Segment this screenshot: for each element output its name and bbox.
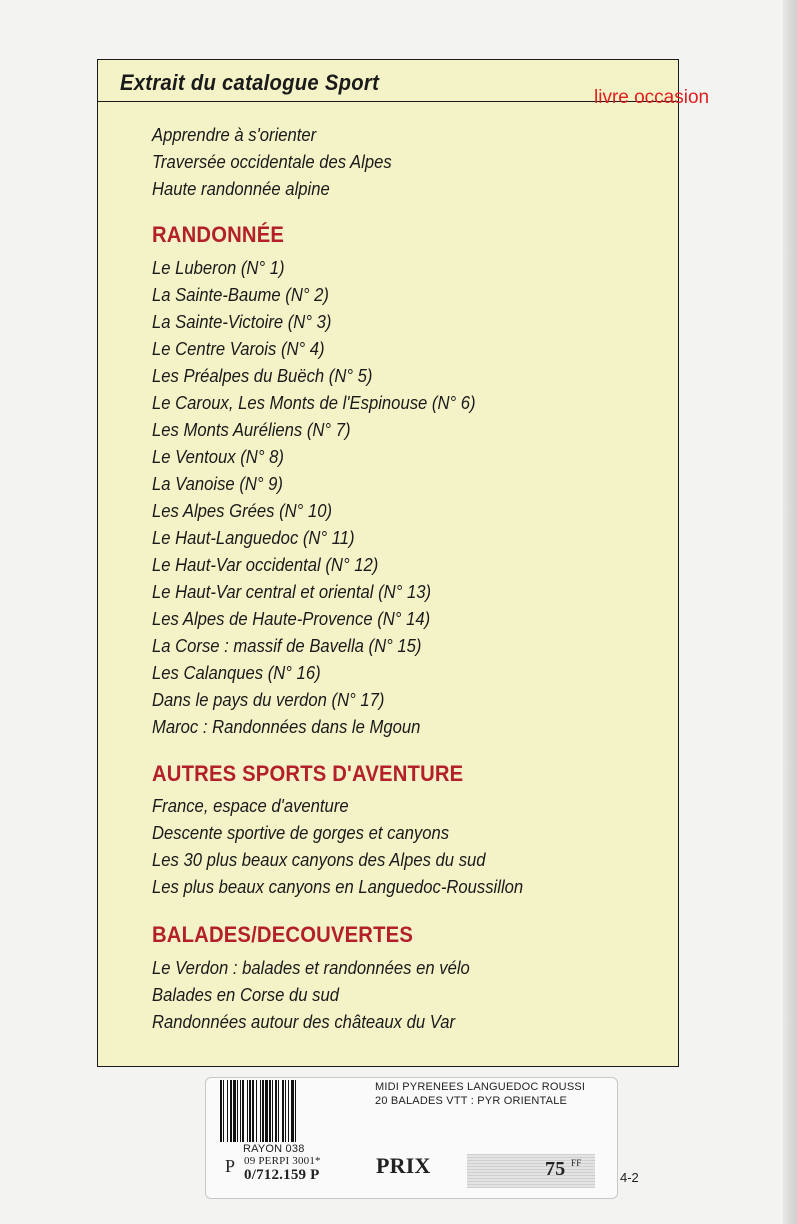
list-item: Dans le pays du verdon (N° 17)	[152, 689, 385, 710]
catalog-number: 4-2	[620, 1170, 639, 1185]
reference-number: 0/712.159 P	[244, 1167, 320, 1183]
intro-list	[152, 121, 418, 202]
list-item: Les 30 plus beaux canyons des Alpes du sud	[152, 849, 486, 870]
list-item: Haute randonnée alpine	[152, 178, 330, 199]
list-item: La Sainte-Victoire (N° 3)	[152, 311, 332, 332]
list-item: Le Caroux, Les Monts de l'Espinouse (N° 6)	[152, 392, 476, 413]
list-item: Le Verdon : balades et randonnées en vélo	[152, 957, 470, 978]
list-item: Les Monts Auréliens (N° 7)	[152, 419, 351, 440]
section-heading-autres-sports: AUTRES SPORTS D'AVENTURE	[152, 761, 464, 786]
barcode	[220, 1080, 372, 1142]
list-item: France, espace d'aventure	[152, 795, 349, 816]
prix-label: PRIX	[376, 1153, 431, 1178]
price-value: 75	[545, 1158, 566, 1180]
list-item: La Corse : massif de Bavella (N° 15)	[152, 635, 422, 656]
list-item: Les Préalpes du Buëch (N° 5)	[152, 365, 373, 386]
list-item: Le Centre Varois (N° 4)	[152, 338, 325, 359]
barcode-bar	[296, 1080, 298, 1142]
list-item: La Vanoise (N° 9)	[152, 473, 283, 494]
list-item: Maroc : Randonnées dans le Mgoun	[152, 716, 421, 737]
price-currency: FF	[571, 1158, 582, 1168]
section-heading-randonnee: RANDONNÉE	[152, 222, 285, 247]
p-letter: P	[225, 1156, 236, 1176]
list-item: Randonnées autour des châteaux du Var	[152, 1011, 456, 1032]
title-rule	[97, 101, 679, 102]
list-item: Les Calanques (N° 16)	[152, 662, 321, 683]
list-item: Le Haut-Languedoc (N° 11)	[152, 527, 355, 548]
list-item: Balades en Corse du sud	[152, 984, 339, 1005]
list-item: Le Ventoux (N° 8)	[152, 446, 284, 467]
sticker-line-1: MIDI PYRENEES LANGUEDOC ROUSSI	[375, 1081, 586, 1093]
list-item: Le Luberon (N° 1)	[152, 257, 285, 278]
section-heading-balades: BALADES/DECOUVERTES	[152, 922, 414, 947]
randonnee-list	[152, 254, 512, 740]
sticker-line-2: 20 BALADES VTT : PYR ORIENTALE	[375, 1095, 568, 1107]
watermark: livre occasion	[594, 87, 710, 108]
list-item: Les Alpes de Haute-Provence (N° 14)	[152, 608, 431, 629]
list-item: Les Alpes Grées (N° 10)	[152, 500, 333, 521]
rayon-label: RAYON 038	[243, 1143, 305, 1155]
list-item: Traversée occidentale des Alpes	[152, 151, 392, 172]
list-item: Le Haut-Var central et oriental (N° 13)	[152, 581, 432, 602]
store-code: 09 PERPI 3001*	[244, 1155, 321, 1167]
catalog-title: Extrait du catalogue Sport	[120, 70, 380, 95]
list-item: Le Haut-Var occidental (N° 12)	[152, 554, 379, 575]
balades-list	[152, 954, 505, 1035]
list-item: Apprendre à s'orienter	[152, 124, 317, 145]
list-item: La Sainte-Baume (N° 2)	[152, 284, 329, 305]
page-edge	[783, 0, 797, 1224]
list-item: Descente sportive de gorges et canyons	[152, 822, 450, 843]
autres-sports-list	[152, 792, 564, 900]
list-item: Les plus beaux canyons en Languedoc-Roussillon	[152, 876, 524, 897]
